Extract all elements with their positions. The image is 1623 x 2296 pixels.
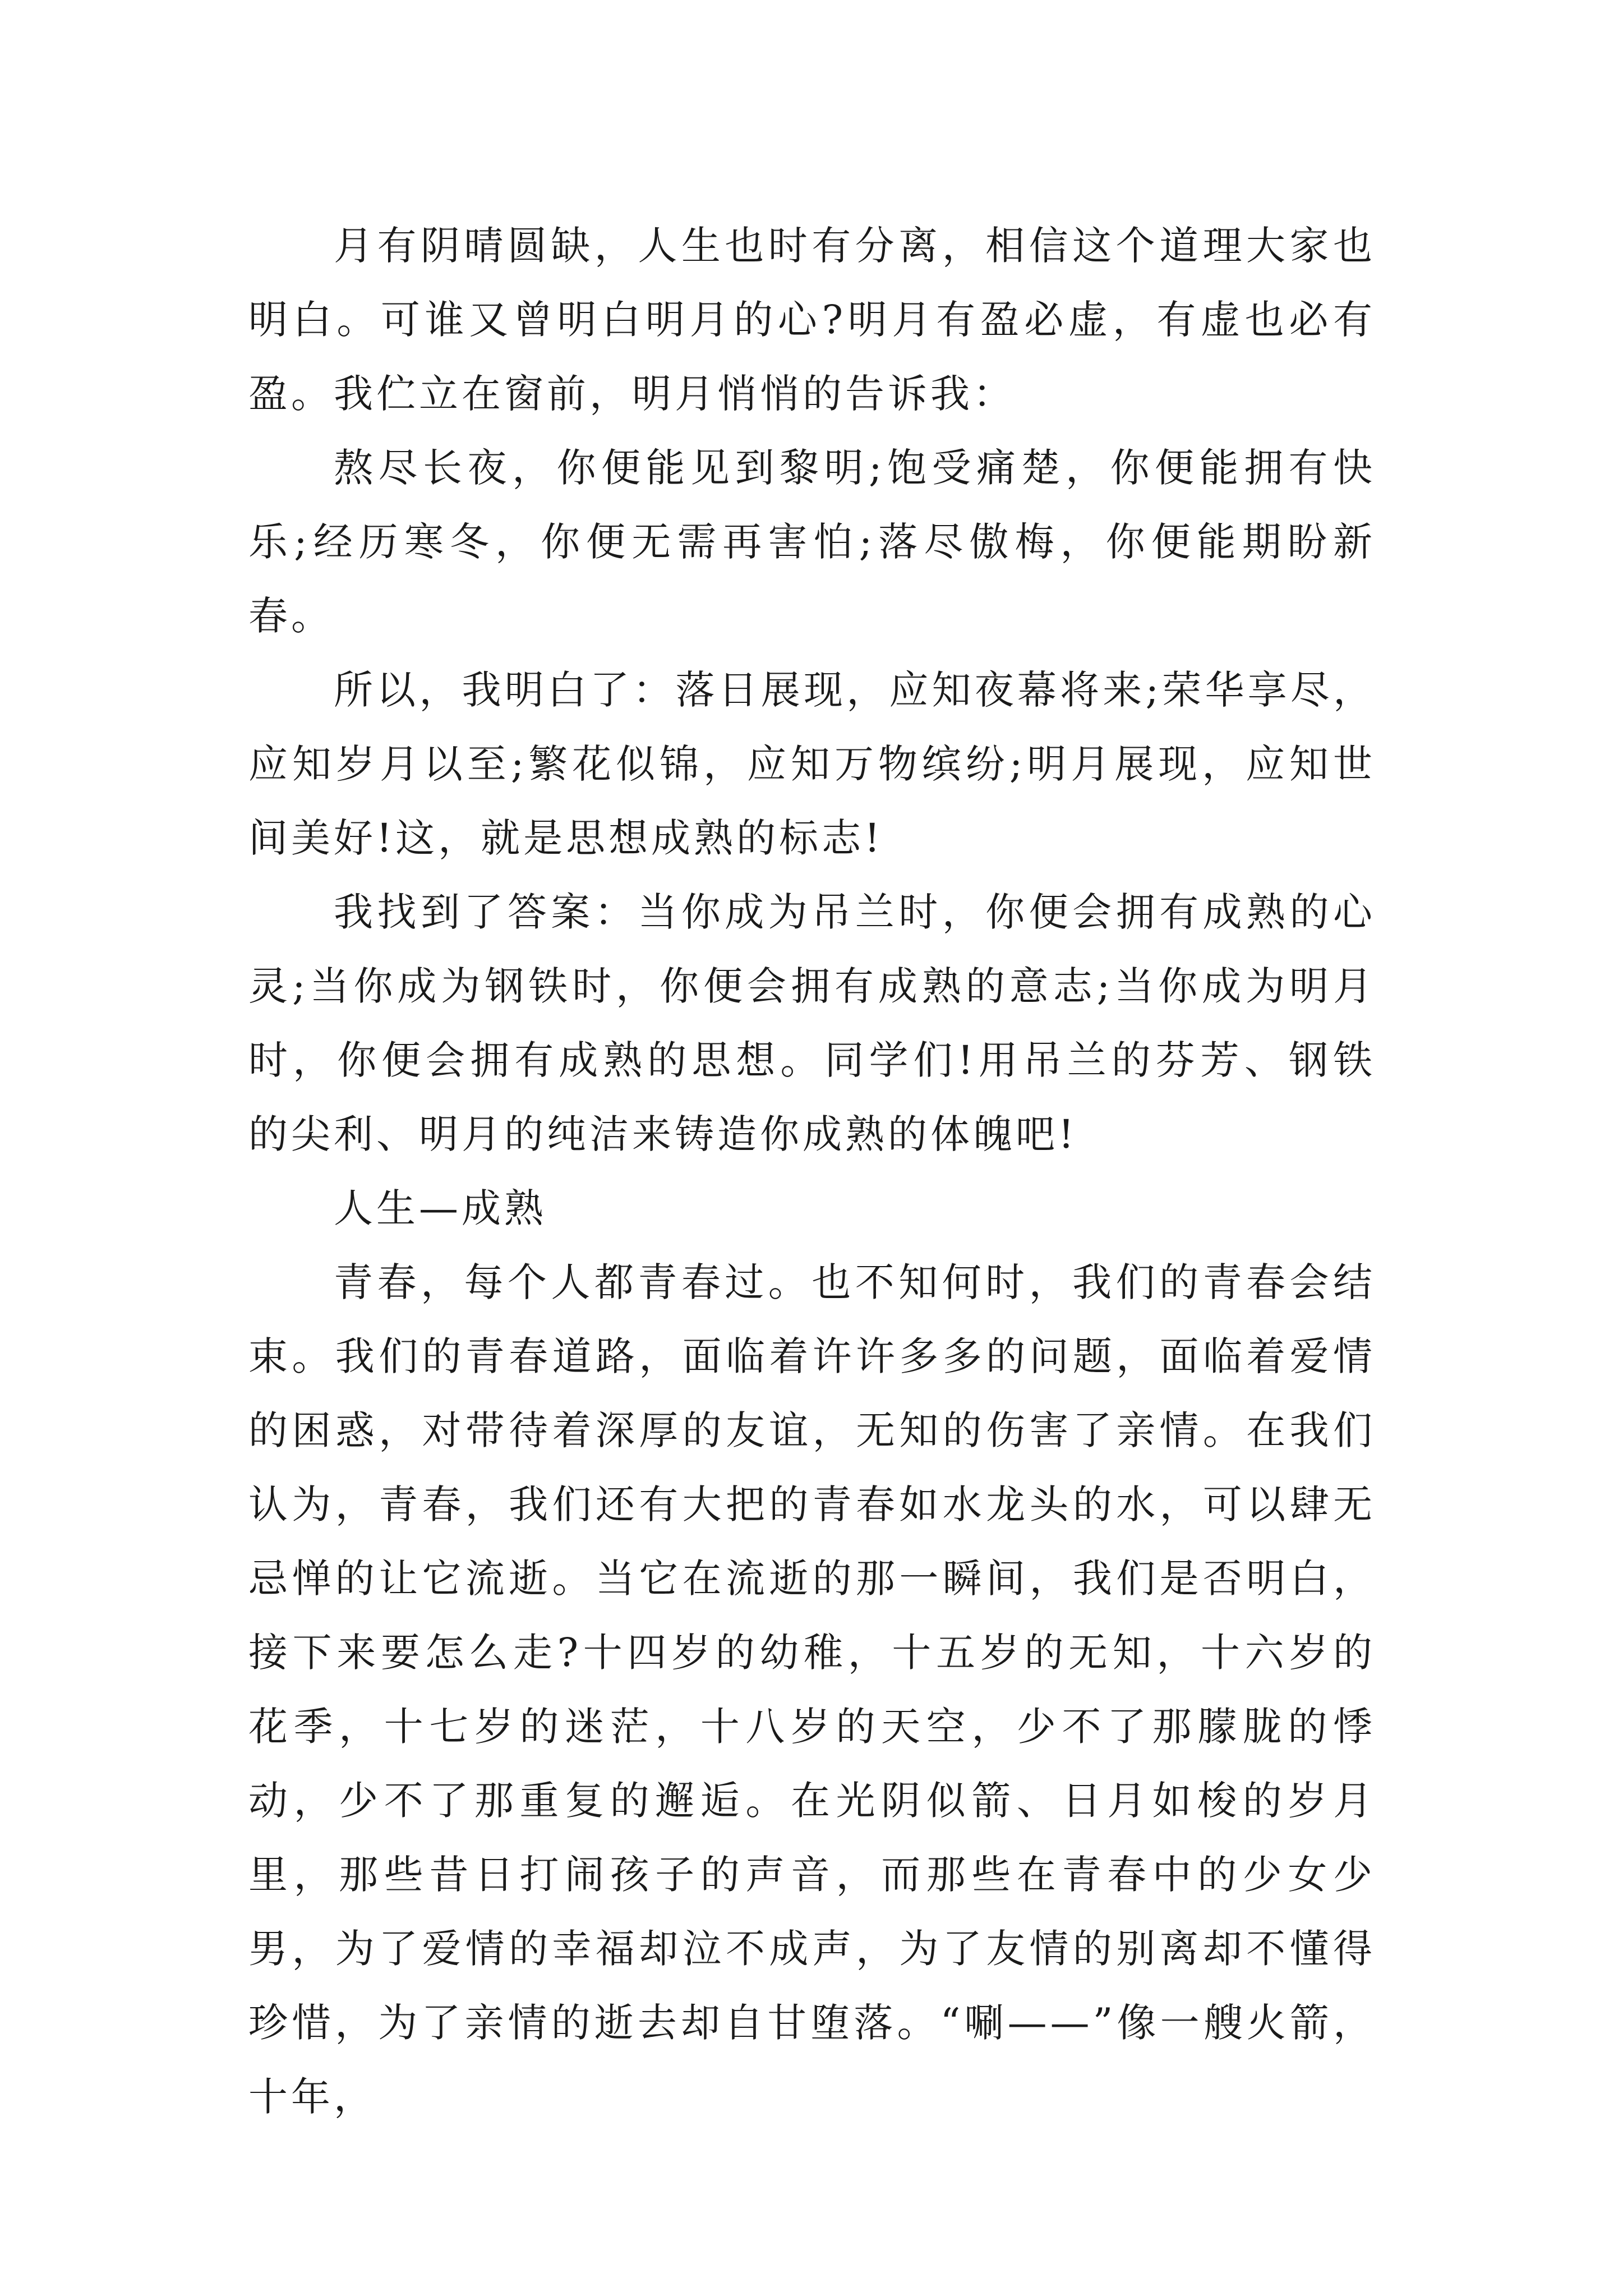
paragraph-understand: 所以，我明白了：落日展现，应知夜幕将来;荣华享尽，应知岁月以至;繁花似锦，应知万物缤纷;明月展现，应知世间美好!这，就是思想成熟的标志! <box>248 667 1376 861</box>
paragraph-answer: 我找到了答案：当你成为吊兰时，你便会拥有成熟的心灵;当你成为钢铁时，你便会拥有成熟的意志;当你成为明月时，你便会拥有成熟的思想。同学们!用吊兰的芬芳、钢铁的尖利、明月的纯洁来铸造你成熟的体魄吧! <box>248 889 1376 1157</box>
document-body <box>248 209 1376 2134</box>
section-heading: 人生—成熟 <box>334 1185 547 1231</box>
paragraph-endure: 熬尽长夜，你便能见到黎明;饱受痛楚，你便能拥有快乐;经历寒冬，你便无需再害怕;落尽傲梅，你便能期盼新春。 <box>248 445 1376 639</box>
paragraph-moon: 月有阴晴圆缺，人生也时有分离，相信这个道理大家也明白。可谁又曾明白明月的心?明月有盈必虚，有虚也必有盈。我伫立在窗前，明月悄悄的告诉我： <box>248 223 1376 417</box>
paragraph-youth: 青春，每个人都青春过。也不知何时，我们的青春会结束。我们的青春道路，面临着许许多多的问题，面临着爱情的困惑，对带待着深厚的友谊，无知的伤害了亲情。在我们认为，青春，我们还有大把的青春如水龙头的水，可以肆无忌惮的让它流逝。当它在流逝的那一瞬间，我们是否明白，接下来要怎么走?十四岁的幼稚，十五岁的无知，十六岁的花季，十七岁的迷茫，十八岁的天空，少不了那朦胧的悸动，少不了那重复的邂逅。在光阴似箭、日月如梭的岁月里，那些昔日打闹孩子的声音，而那些在青春中的少女少男，为了爱情的幸福却泣不成声，为了友情的别离却不懂得珍惜，为了亲情的逝去却自甘堕落。“唰——”像一艘火箭，十年， <box>248 1259 1376 2120</box>
